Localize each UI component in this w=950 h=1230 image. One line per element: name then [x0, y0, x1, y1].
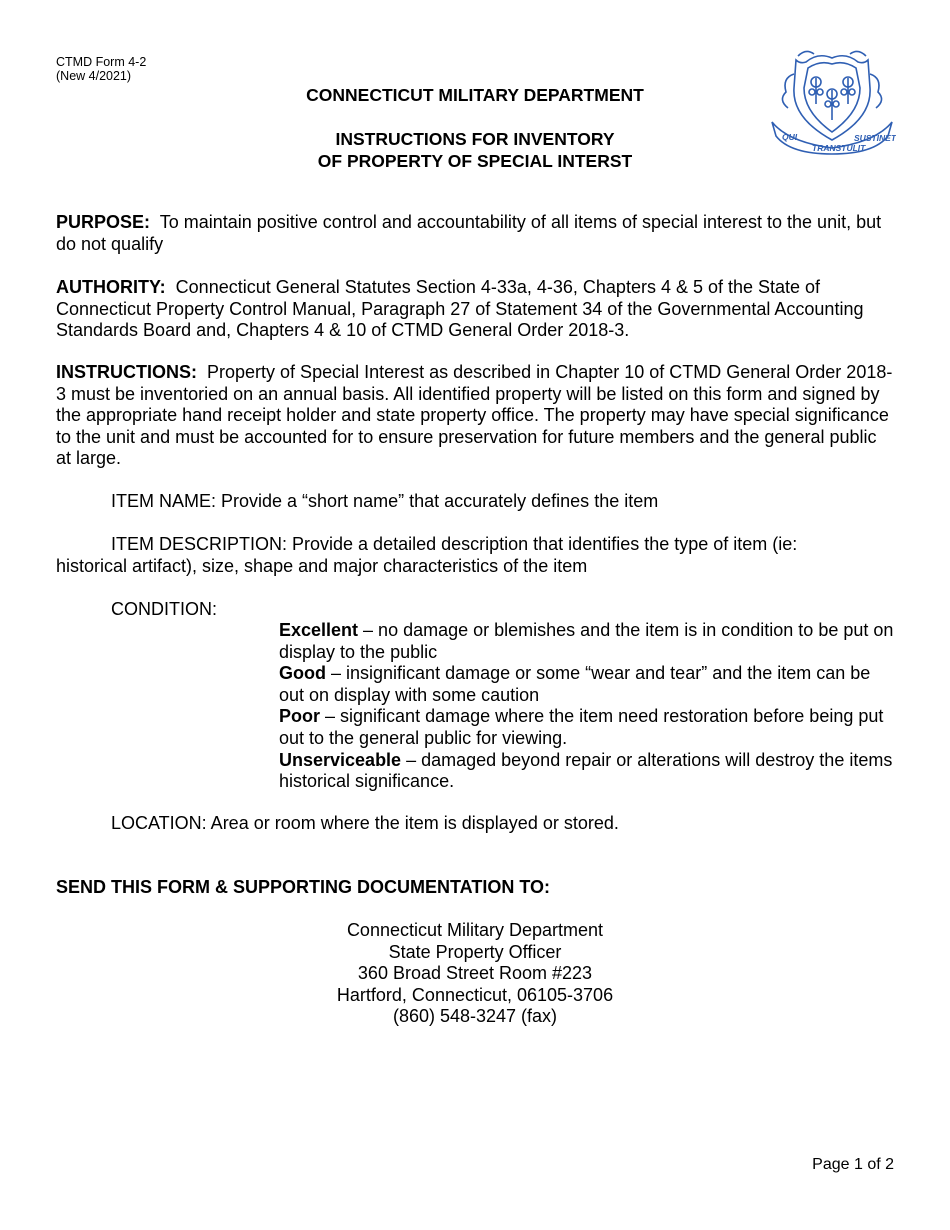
seal-motto-1: QUI	[782, 132, 798, 142]
purpose-label: PURPOSE:	[56, 212, 151, 232]
instructions-text: Property of Special Interest as described in Chapter 10 of CTMD General Order 2018-3 must be inventoried on an annual basis. All identified property will be listed on this form and signed by the appropriate hand receipt holder and state property office. The property may have special significance to the unit and must be accounted for to ensure preservation for future members and the general public at large.	[56, 362, 893, 469]
seal-motto-2: TRANSTULIT	[812, 143, 866, 153]
form-revision: (New 4/2021)	[56, 69, 132, 83]
condition-term-poor: Poor	[279, 706, 321, 727]
condition-desc-unserviceable: – damaged beyond repair or alterations will destroy the items historical significance.	[279, 749, 893, 792]
address-fax: (860) 548-3247 (fax)	[392, 1006, 558, 1027]
instructions-section	[56, 362, 896, 470]
item-name-instruction: ITEM NAME: Provide a “short name” that accurately defines the item	[111, 491, 659, 511]
authority-text: Connecticut General Statutes Section 4-33a, 4-36, Chapters 4 & 5 of the State of Connecticut Property Control Manual, Paragraph 27 of Statement 34 of the Governmental Accounting Standards Board and, Chapters 4 & 10 of CTMD General Order 2018-3.	[56, 277, 864, 341]
condition-item	[279, 706, 899, 749]
condition-desc-good: – insignificant damage or some “wear and tear” and the item can be out on display with some caution	[279, 663, 871, 705]
address-line: Connecticut Military Department	[346, 920, 604, 940]
location-instruction: LOCATION: Area or room where the item is displayed or stored.	[111, 813, 619, 833]
condition-term-unserviceable: Unserviceable	[279, 749, 402, 770]
form-identifier	[56, 55, 146, 83]
title-line-2: OF PROPERTY OF SPECIAL INTERST	[317, 151, 633, 171]
connecticut-seal-icon	[768, 48, 896, 156]
condition-item	[279, 663, 899, 706]
condition-label: CONDITION:	[111, 599, 217, 619]
authority-label: AUTHORITY:	[56, 277, 166, 297]
page-number: Page 1 of 2	[812, 1156, 894, 1173]
instructions-label: INSTRUCTIONS:	[56, 362, 197, 382]
department-heading: CONNECTICUT MILITARY DEPARTMENT	[306, 85, 644, 105]
title-line-1: INSTRUCTIONS FOR INVENTORY	[335, 129, 615, 149]
condition-item	[279, 620, 899, 663]
form-number: CTMD Form 4-2	[56, 55, 147, 69]
seal-motto-3: SUSTINET	[854, 133, 896, 143]
condition-term-good: Good	[279, 663, 326, 684]
item-description-line-1: ITEM DESCRIPTION: Provide a detailed description that identifies the type of item (ie:	[111, 534, 798, 554]
address-line: 360 Broad Street Room #223	[357, 963, 593, 984]
address-line: Hartford, Connecticut, 06105-3706	[336, 984, 614, 1005]
condition-term-excellent: Excellent	[279, 620, 359, 640]
purpose-text: To maintain positive control and accountability of all items of special interest to the unit, but do not qualify	[56, 212, 882, 254]
purpose-section	[56, 212, 896, 255]
authority-section	[56, 277, 896, 342]
item-description-line-2: historical artifact), size, shape and major characteristics of the item	[56, 556, 588, 576]
condition-item	[279, 750, 899, 793]
condition-desc-poor: – significant damage where the item need restoration before being put out to the general public for viewing.	[279, 706, 884, 748]
condition-desc-excellent: – no damage or blemishes and the item is in condition to be put on display to the public	[279, 620, 894, 662]
condition-list	[279, 620, 899, 793]
mailing-address	[0, 920, 950, 1028]
send-heading: SEND THIS FORM & SUPPORTING DOCUMENTATION TO:	[56, 877, 550, 897]
address-line: State Property Officer	[388, 941, 562, 962]
